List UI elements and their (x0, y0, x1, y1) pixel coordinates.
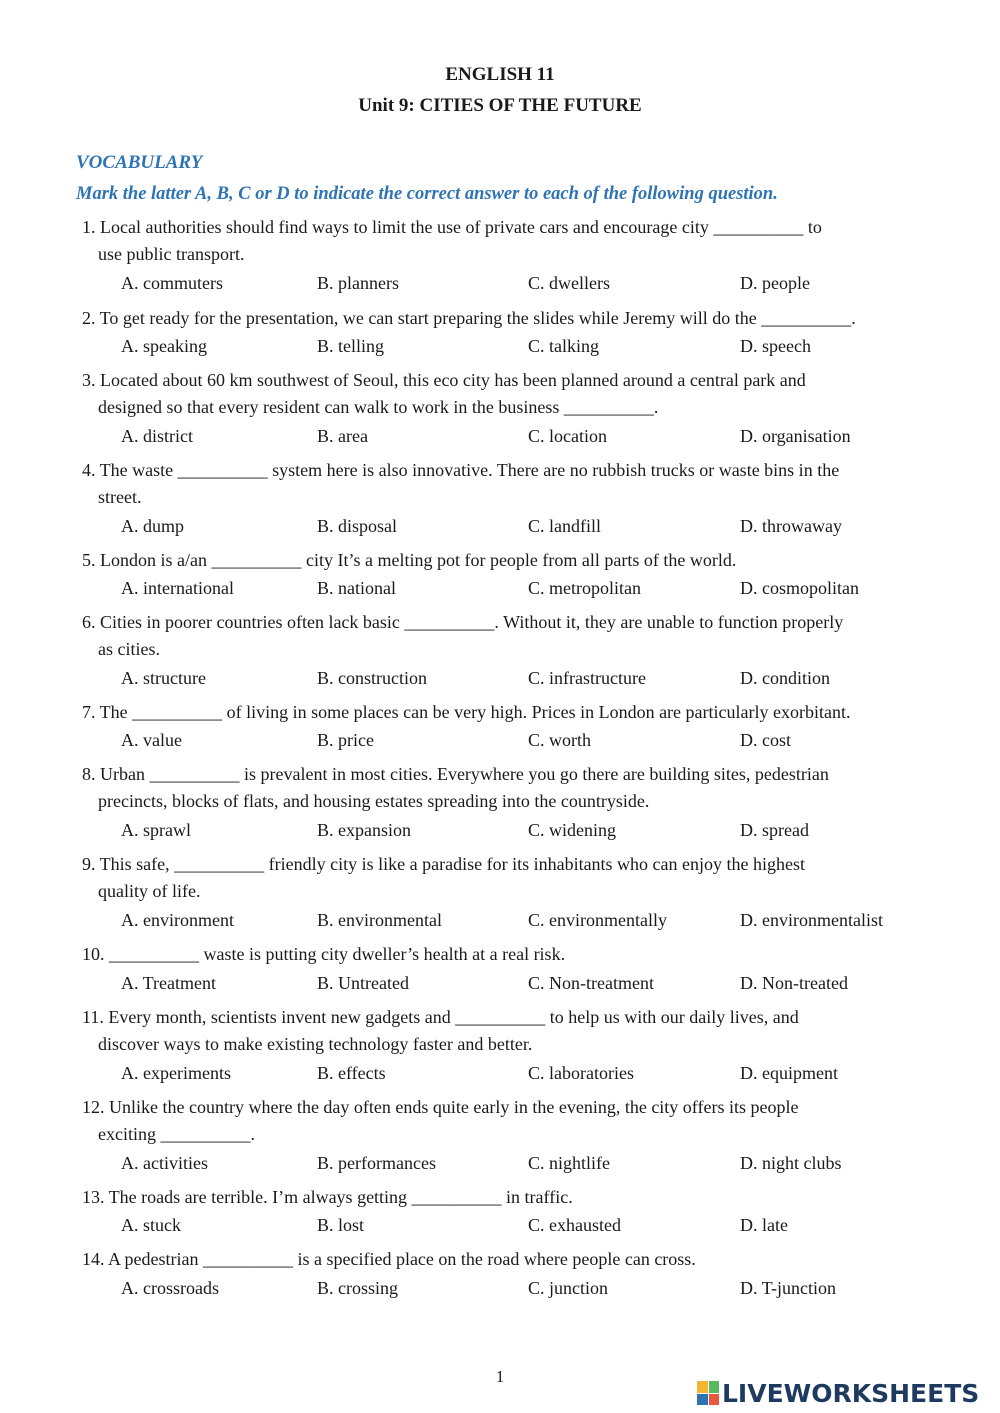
question-10 (82, 941, 930, 968)
option-c[interactable]: C. nightlife (528, 1153, 610, 1173)
option-c[interactable]: C. talking (528, 336, 599, 356)
question-text: 2. To get ready for the presentation, we can start preparing the slides while Jeremy will do the __________. (82, 308, 856, 328)
question-1 (82, 214, 930, 268)
question-text: 8. Urban __________ is prevalent in most cities. Everywhere you go there are building sites, pedestrian (82, 764, 829, 784)
section-heading: VOCABULARY (76, 152, 203, 173)
instruction-text: Mark the latter A, B, C or D to indicate the correct answer to each of the following question. (76, 184, 778, 204)
option-a[interactable]: A. speaking (121, 336, 207, 356)
answer-options-3 (121, 426, 921, 452)
option-d[interactable]: D. throwaway (740, 516, 842, 536)
option-c[interactable]: C. junction (528, 1278, 608, 1298)
question-text-continued: use public transport. (98, 244, 245, 264)
question-4 (82, 457, 930, 511)
option-d[interactable]: D. speech (740, 336, 811, 356)
page-number: 1 (495, 1367, 505, 1386)
logo-square-blue (697, 1394, 708, 1406)
question-text: 3. Located about 60 km southwest of Seoul, this eco city has been planned around a central park and (82, 370, 806, 390)
option-d[interactable]: D. spread (740, 820, 809, 840)
option-c[interactable]: C. location (528, 426, 607, 446)
option-d[interactable]: D. people (740, 273, 810, 293)
option-a[interactable]: A. Treatment (121, 973, 217, 993)
option-b[interactable]: B. lost (317, 1215, 365, 1235)
question-text: 12. Unlike the country where the day often ends quite early in the evening, the city offers its people (82, 1097, 799, 1117)
option-a[interactable]: A. value (121, 730, 182, 750)
answer-options-4 (121, 516, 921, 542)
option-b[interactable]: B. Untreated (317, 973, 409, 993)
answer-options-6 (121, 668, 921, 694)
answer-options-8 (121, 820, 921, 846)
option-b[interactable]: B. planners (317, 273, 399, 293)
option-b[interactable]: B. effects (317, 1063, 386, 1083)
option-a[interactable]: A. activities (121, 1153, 208, 1173)
question-text: 6. Cities in poorer countries often lack basic __________. Without it, they are unable to function properly (82, 612, 844, 632)
option-c[interactable]: C. widening (528, 820, 616, 840)
option-c[interactable]: C. Non-treatment (528, 973, 654, 993)
answer-options-1 (121, 273, 921, 299)
logo-square-green (709, 1381, 720, 1393)
question-text: 10. __________ waste is putting city dweller’s health at a real risk. (82, 944, 566, 964)
question-3 (82, 367, 930, 421)
question-text-continued: street. (98, 487, 142, 507)
answer-options-13 (121, 1215, 921, 1241)
option-a[interactable]: A. stuck (121, 1215, 181, 1235)
option-c[interactable]: C. landfill (528, 516, 601, 536)
answer-options-11 (121, 1063, 921, 1089)
question-12 (82, 1094, 930, 1148)
option-d[interactable]: D. condition (740, 668, 830, 688)
question-text-continued: precincts, blocks of flats, and housing estates spreading into the countryside. (98, 791, 650, 811)
question-13 (82, 1184, 930, 1211)
option-c[interactable]: C. exhausted (528, 1215, 621, 1235)
liveworksheets-logo[interactable] (697, 1378, 979, 1408)
option-b[interactable]: B. performances (317, 1153, 436, 1173)
option-c[interactable]: C. laboratories (528, 1063, 634, 1083)
option-c[interactable]: C. worth (528, 730, 591, 750)
question-text: 14. A pedestrian __________ is a specified place on the road where people can cross. (82, 1249, 696, 1269)
option-a[interactable]: A. experiments (121, 1063, 231, 1083)
option-b[interactable]: B. telling (317, 336, 384, 356)
option-b[interactable]: B. crossing (317, 1278, 398, 1298)
option-b[interactable]: B. area (317, 426, 368, 446)
option-d[interactable]: D. late (740, 1215, 788, 1235)
answer-options-2 (121, 336, 921, 362)
question-text-continued: as cities. (98, 639, 160, 659)
question-text: 4. The waste __________ system here is also innovative. There are no rubbish trucks or waste bins in the (82, 460, 840, 480)
option-d[interactable]: D. Non-treated (740, 973, 848, 993)
question-text: 7. The __________ of living in some places can be very high. Prices in London are particularly exorbitant. (82, 702, 851, 722)
option-c[interactable]: C. environmentally (528, 910, 667, 930)
option-a[interactable]: A. dump (121, 516, 184, 536)
answer-options-7 (121, 730, 921, 756)
question-2 (82, 305, 930, 332)
question-text-continued: designed so that every resident can walk to work in the business __________. (98, 397, 659, 417)
question-text: 11. Every month, scientists invent new gadgets and __________ to help us with our daily lives, and (82, 1007, 799, 1027)
option-d[interactable]: D. environmentalist (740, 910, 883, 930)
option-c[interactable]: C. metropolitan (528, 578, 641, 598)
answer-options-10 (121, 973, 921, 999)
option-b[interactable]: B. national (317, 578, 396, 598)
unit-title: Unit 9: CITIES OF THE FUTURE (358, 95, 642, 116)
question-text: 13. The roads are terrible. I’m always getting __________ in traffic. (82, 1187, 573, 1207)
option-b[interactable]: B. price (317, 730, 374, 750)
option-a[interactable]: A. district (121, 426, 193, 446)
answer-options-12 (121, 1153, 921, 1179)
answer-options-5 (121, 578, 921, 604)
question-text-continued: quality of life. (98, 881, 201, 901)
option-c[interactable]: C. dwellers (528, 273, 610, 293)
question-7 (82, 699, 930, 726)
question-9 (82, 851, 930, 905)
option-a[interactable]: A. crossroads (121, 1278, 219, 1298)
logo-square-yellow (697, 1381, 708, 1393)
option-d[interactable]: D. T-junction (740, 1278, 837, 1298)
question-text: 1. Local authorities should find ways to limit the use of private cars and encourage city __________ to (82, 217, 822, 237)
question-text: 5. London is a/an __________ city It’s a melting pot for people from all parts of the world. (82, 550, 737, 570)
option-b[interactable]: B. disposal (317, 516, 398, 536)
option-a[interactable]: A. environment (121, 910, 234, 930)
question-8 (82, 761, 930, 815)
question-6 (82, 609, 930, 663)
option-b[interactable]: B. expansion (317, 820, 411, 840)
option-d[interactable]: D. night clubs (740, 1153, 842, 1173)
answer-options-14 (121, 1278, 921, 1304)
option-b[interactable]: B. environmental (317, 910, 442, 930)
answer-options-9 (121, 910, 921, 936)
document-title: ENGLISH 11 (445, 64, 555, 85)
question-14 (82, 1246, 930, 1273)
option-d[interactable]: D. equipment (740, 1063, 838, 1083)
option-b[interactable]: B. construction (317, 668, 427, 688)
question-5 (82, 547, 930, 574)
option-a[interactable]: A. structure (121, 668, 206, 688)
question-text: 9. This safe, __________ friendly city is like a paradise for its inhabitants who can enjoy the highest (82, 854, 806, 874)
brand-name: LIVEWORKSHEETS (722, 1378, 980, 1408)
option-a[interactable]: A. international (121, 578, 234, 598)
option-d[interactable]: D. organisation (740, 426, 851, 446)
option-a[interactable]: A. commuters (121, 273, 223, 293)
option-d[interactable]: D. cosmopolitan (740, 578, 859, 598)
question-11 (82, 1004, 930, 1058)
brand-logo-icon (697, 1381, 719, 1405)
question-text-continued: discover ways to make existing technology faster and better. (98, 1034, 533, 1054)
option-a[interactable]: A. sprawl (121, 820, 191, 840)
option-c[interactable]: C. infrastructure (528, 668, 646, 688)
logo-square-red (709, 1394, 720, 1406)
option-d[interactable]: D. cost (740, 730, 791, 750)
question-text-continued: exciting __________. (98, 1124, 255, 1144)
